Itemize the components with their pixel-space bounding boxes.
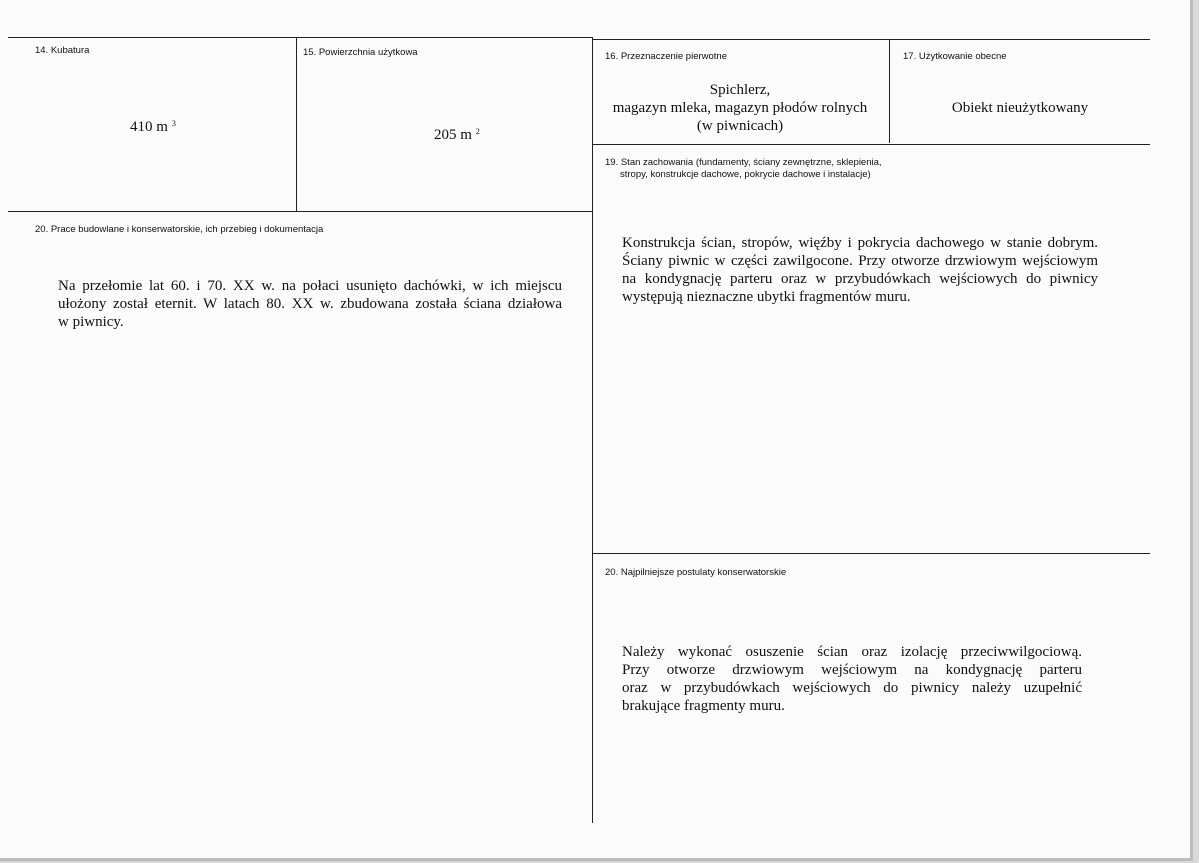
field-14-value bbox=[130, 115, 176, 136]
rule-14-15 bbox=[296, 37, 297, 211]
field-20-works-line: ułożony został eternit. W latach 80. XX w. zbudowana została ściana działowa bbox=[58, 296, 562, 312]
field-19-line: Konstrukcja ścian, stropów, więźby i pokrycia dachowego w stanie dobrym. bbox=[622, 235, 1098, 251]
field-20-works-label: 20. Prace budowlane i konserwatorskie, ich przebieg i dokumentacja bbox=[35, 224, 324, 235]
rule-16-17 bbox=[889, 39, 890, 143]
field-20-postulates-line: oraz w przybudówkach wejściowych do piwnicy należy uzupełnić bbox=[622, 680, 1082, 696]
field-15-label: 15. Powierzchnia użytkowa bbox=[303, 47, 418, 58]
field-19-line: Ściany piwnic w części zawilgocone. Przy otworze drzwiowym wejściowym bbox=[622, 253, 1098, 269]
field-19-text bbox=[622, 234, 1098, 306]
field-16-line: magazyn mleka, magazyn płodów rolnych bbox=[612, 100, 868, 116]
field-19-label bbox=[605, 157, 935, 181]
field-20-works-line: w piwnicy. bbox=[58, 314, 124, 330]
field-15-number: 205 m bbox=[434, 127, 472, 143]
field-20-postulates-text bbox=[622, 643, 1082, 715]
field-16-line: Spichlerz, bbox=[709, 82, 771, 98]
field-17-value: Obiekt nieużytkowany bbox=[951, 100, 1089, 116]
field-16-label: 16. Przeznaczenie pierwotne bbox=[605, 51, 727, 62]
field-20-postulates-line: brakujące fragmenty muru. bbox=[622, 698, 785, 714]
rule-top-right bbox=[592, 39, 1150, 40]
field-19-label-line: stropy, konstrukcje dachowe, pokrycie dachowe i instalacje) bbox=[620, 169, 871, 180]
field-20-works-text bbox=[58, 277, 562, 331]
field-19-label-line: 19. Stan zachowania (fundamenty, ściany zewnętrzne, sklepienia, bbox=[605, 157, 882, 168]
rule-under-16-17 bbox=[592, 144, 1150, 145]
field-14-label: 14. Kubatura bbox=[35, 45, 90, 56]
field-15-unit-exponent: 2 bbox=[475, 127, 480, 136]
field-16-value bbox=[594, 81, 886, 135]
field-17-label: 17. Użytkowanie obecne bbox=[903, 51, 1007, 62]
field-15-value bbox=[434, 123, 480, 144]
field-20-postulates-line: Należy wykonać osuszenie ścian oraz izolację przeciwwilgociową. bbox=[622, 644, 1082, 660]
rule-under-19 bbox=[592, 553, 1150, 554]
field-14-unit-exponent: 3 bbox=[171, 119, 176, 128]
field-14-number: 410 m bbox=[130, 119, 168, 135]
field-20-postulates-label: 20. Najpilniejsze postulaty konserwatorskie bbox=[605, 567, 787, 578]
rule-under-14-15 bbox=[8, 211, 592, 212]
rule-center bbox=[592, 37, 593, 823]
field-20-postulates-line: Przy otworze drzwiowym wejściowym na kondygnację parteru bbox=[622, 662, 1082, 678]
field-19-line: występują nieznaczne ubytki fragmentów muru. bbox=[622, 289, 911, 305]
field-19-line: na kondygnację parteru oraz w przybudówkach wejściowych do piwnicy bbox=[622, 271, 1098, 287]
rule-top-left bbox=[8, 37, 592, 38]
field-20-works-line: Na przełomie lat 60. i 70. XX w. na połaci usunięto dachówki, w ich miejscu bbox=[58, 278, 562, 294]
field-16-line: (w piwnicach) bbox=[696, 118, 784, 134]
